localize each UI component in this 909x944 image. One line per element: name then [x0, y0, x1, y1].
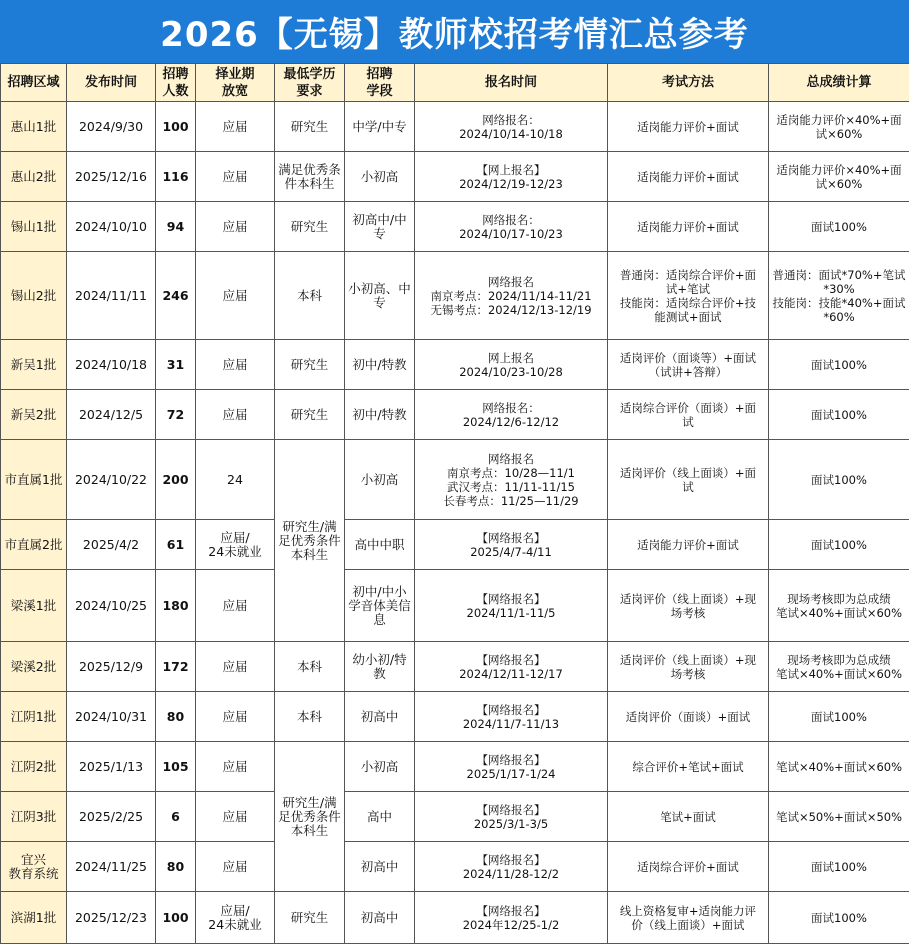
signup-cell: 【网上报名】 2024/12/19-12/23 [415, 152, 608, 202]
signup-cell: 网络报名 南京考点：2024/11/14-11/21 无锡考点：2024/12/13-12/19 [415, 252, 608, 340]
table-row [1, 102, 909, 152]
score-cell: 适岗能力评价×40%+面 试×60% [769, 152, 909, 202]
table-row [1, 520, 909, 570]
education-cell: 研究生 [275, 102, 345, 152]
region-cell: 江阴1批 [1, 692, 67, 742]
signup-cell: 【网络报名】 2024年12/25-1/2 [415, 892, 608, 944]
table-row [1, 642, 909, 692]
signup-cell: 【网络报名】 2024/11/1-11/5 [415, 570, 608, 642]
score-cell: 笔试×50%+面试×50% [769, 792, 909, 842]
table-row [1, 892, 909, 944]
stage-cell: 小初高、中 专 [345, 252, 415, 340]
region-cell: 江阴3批 [1, 792, 67, 842]
region-cell: 新吴2批 [1, 390, 67, 440]
count-cell: 172 [156, 642, 196, 692]
education-cell: 研究生 [275, 202, 345, 252]
count-cell: 31 [156, 340, 196, 390]
signup-cell: 网上报名 2024/10/23-10/28 [415, 340, 608, 390]
region-cell: 滨湖1批 [1, 892, 67, 944]
signup-cell: 【网络报名】 2025/1/17-1/24 [415, 742, 608, 792]
education-cell: 研究生 [275, 390, 345, 440]
count-cell: 100 [156, 102, 196, 152]
signup-cell: 【网络报名】 2024/11/28-12/2 [415, 842, 608, 892]
grace-cell: 应届 [196, 570, 275, 642]
date-cell: 2024/10/25 [67, 570, 156, 642]
region-cell: 江阴2批 [1, 742, 67, 792]
count-cell: 72 [156, 390, 196, 440]
signup-cell: 网络报名： 2024/10/17-10/23 [415, 202, 608, 252]
signup-cell: 网络报名 南京考点：10/28—11/1 武汉考点：11/11-11/15 长春考点：11/25—11/29 [415, 440, 608, 520]
grace-cell: 应届/ 24未就业 [196, 520, 275, 570]
score-cell: 面试100% [769, 440, 909, 520]
date-cell: 2024/11/25 [67, 842, 156, 892]
stage-cell: 高中中职 [345, 520, 415, 570]
signup-cell: 网络报名： 2024/12/6-12/12 [415, 390, 608, 440]
method-cell: 适岗能力评价+面试 [608, 152, 769, 202]
table-row [1, 842, 909, 892]
table-row [1, 692, 909, 742]
region-cell: 梁溪1批 [1, 570, 67, 642]
education-cell: 研究生 [275, 892, 345, 944]
grace-cell: 应届 [196, 152, 275, 202]
grace-cell: 应届 [196, 390, 275, 440]
score-cell: 普通岗：面试*70%+笔试 *30% 技能岗：技能*40%+面试 *60% [769, 252, 909, 340]
method-cell: 适岗综合评价+面试 [608, 842, 769, 892]
grace-cell: 应届/ 24未就业 [196, 892, 275, 944]
date-cell: 2024/10/22 [67, 440, 156, 520]
count-cell: 200 [156, 440, 196, 520]
score-cell: 面试100% [769, 892, 909, 944]
grace-cell: 应届 [196, 252, 275, 340]
education-cell: 研究生/满 足优秀条件 本科生 [275, 742, 345, 892]
signup-cell: 网络报名： 2024/10/14-10/18 [415, 102, 608, 152]
method-cell: 适岗评价（线上面谈）+现 场考核 [608, 570, 769, 642]
method-cell: 适岗能力评价+面试 [608, 520, 769, 570]
score-cell: 面试100% [769, 692, 909, 742]
method-cell: 适岗评价（线上面谈）+面 试 [608, 440, 769, 520]
count-cell: 80 [156, 842, 196, 892]
date-cell: 2025/2/25 [67, 792, 156, 842]
header-grace: 择业期 放宽 [196, 64, 275, 102]
table-row [1, 252, 909, 340]
grace-cell: 应届 [196, 202, 275, 252]
date-cell: 2024/11/11 [67, 252, 156, 340]
method-cell: 适岗能力评价+面试 [608, 202, 769, 252]
date-cell: 2025/4/2 [67, 520, 156, 570]
header-date: 发布时间 [67, 64, 156, 102]
stage-cell: 初高中 [345, 692, 415, 742]
stage-cell: 小初高 [345, 152, 415, 202]
score-cell: 现场考核即为总成绩 笔试×40%+面试×60% [769, 642, 909, 692]
grace-cell: 应届 [196, 642, 275, 692]
table-row [1, 390, 909, 440]
region-cell: 惠山1批 [1, 102, 67, 152]
count-cell: 180 [156, 570, 196, 642]
score-cell: 面试100% [769, 202, 909, 252]
header-signup: 报名时间 [415, 64, 608, 102]
grace-cell: 应届 [196, 792, 275, 842]
score-cell: 笔试×40%+面试×60% [769, 742, 909, 792]
education-cell: 研究生 [275, 340, 345, 390]
count-cell: 6 [156, 792, 196, 842]
date-cell: 2024/10/31 [67, 692, 156, 742]
count-cell: 100 [156, 892, 196, 944]
stage-cell: 初高中 [345, 892, 415, 944]
score-cell: 面试100% [769, 520, 909, 570]
date-cell: 2025/12/9 [67, 642, 156, 692]
education-cell: 满足优秀条 件本科生 [275, 152, 345, 202]
method-cell: 适岗能力评价+面试 [608, 102, 769, 152]
count-cell: 105 [156, 742, 196, 792]
score-cell: 现场考核即为总成绩 笔试×40%+面试×60% [769, 570, 909, 642]
stage-cell: 初中/特教 [345, 390, 415, 440]
table-row [1, 570, 909, 642]
method-cell: 普通岗：适岗综合评价+面 试+笔试 技能岗：适岗综合评价+技 能测试+面试 [608, 252, 769, 340]
stage-cell: 幼小初/特 教 [345, 642, 415, 692]
score-cell: 适岗能力评价×40%+面 试×60% [769, 102, 909, 152]
date-cell: 2024/9/30 [67, 102, 156, 152]
region-cell: 市直属2批 [1, 520, 67, 570]
method-cell: 适岗评价（面谈等）+面试 （试讲+答辩） [608, 340, 769, 390]
score-cell: 面试100% [769, 340, 909, 390]
header-region: 招聘区域 [1, 64, 67, 102]
region-cell: 锡山1批 [1, 202, 67, 252]
stage-cell: 高中 [345, 792, 415, 842]
grace-cell: 应届 [196, 340, 275, 390]
date-cell: 2025/12/23 [67, 892, 156, 944]
education-cell: 本科 [275, 642, 345, 692]
table-row [1, 340, 909, 390]
region-cell: 宜兴 教育系统 [1, 842, 67, 892]
signup-cell: 【网络报名】 2024/11/7-11/13 [415, 692, 608, 742]
date-cell: 2024/10/18 [67, 340, 156, 390]
header-stage: 招聘 学段 [345, 64, 415, 102]
method-cell: 适岗评价（线上面谈）+现 场考核 [608, 642, 769, 692]
date-cell: 2025/12/16 [67, 152, 156, 202]
grace-cell: 应届 [196, 742, 275, 792]
date-cell: 2025/1/13 [67, 742, 156, 792]
signup-cell: 【网络报名】 2024/12/11-12/17 [415, 642, 608, 692]
table-row [1, 152, 909, 202]
grace-cell: 应届 [196, 842, 275, 892]
stage-cell: 小初高 [345, 742, 415, 792]
signup-cell: 【网络报名】 2025/4/7-4/11 [415, 520, 608, 570]
date-cell: 2024/12/5 [67, 390, 156, 440]
page-title: 2026【无锡】教师校招考情汇总参考 [0, 0, 909, 63]
method-cell: 综合评价+笔试+面试 [608, 742, 769, 792]
grace-cell: 应届 [196, 692, 275, 742]
table-row [1, 792, 909, 842]
region-cell: 惠山2批 [1, 152, 67, 202]
region-cell: 市直属1批 [1, 440, 67, 520]
count-cell: 246 [156, 252, 196, 340]
education-cell: 研究生/满 足优秀条件 本科生 [275, 440, 345, 642]
education-cell: 本科 [275, 252, 345, 340]
header-score: 总成绩计算 [769, 64, 909, 102]
header-count: 招聘 人数 [156, 64, 196, 102]
method-cell: 适岗评价（面谈）+面试 [608, 692, 769, 742]
region-cell: 梁溪2批 [1, 642, 67, 692]
stage-cell: 初高中/中 专 [345, 202, 415, 252]
method-cell: 线上资格复审+适岗能力评 价（线上面谈）+面试 [608, 892, 769, 944]
count-cell: 80 [156, 692, 196, 742]
header-method: 考试方法 [608, 64, 769, 102]
stage-cell: 中学/中专 [345, 102, 415, 152]
recruitment-table [0, 63, 909, 944]
method-cell: 笔试+面试 [608, 792, 769, 842]
header-education: 最低学历 要求 [275, 64, 345, 102]
education-cell: 本科 [275, 692, 345, 742]
stage-cell: 小初高 [345, 440, 415, 520]
stage-cell: 初高中 [345, 842, 415, 892]
stage-cell: 初中/特教 [345, 340, 415, 390]
table-row [1, 202, 909, 252]
grace-cell: 24 [196, 440, 275, 520]
method-cell: 适岗综合评价（面谈）+面 试 [608, 390, 769, 440]
region-cell: 新吴1批 [1, 340, 67, 390]
table-row [1, 742, 909, 792]
score-cell: 面试100% [769, 842, 909, 892]
grace-cell: 应届 [196, 102, 275, 152]
signup-cell: 【网络报名】 2025/3/1-3/5 [415, 792, 608, 842]
region-cell: 锡山2批 [1, 252, 67, 340]
count-cell: 61 [156, 520, 196, 570]
score-cell: 面试100% [769, 390, 909, 440]
count-cell: 116 [156, 152, 196, 202]
table-row [1, 440, 909, 520]
count-cell: 94 [156, 202, 196, 252]
stage-cell: 初中/中小 学音体美信 息 [345, 570, 415, 642]
date-cell: 2024/10/10 [67, 202, 156, 252]
